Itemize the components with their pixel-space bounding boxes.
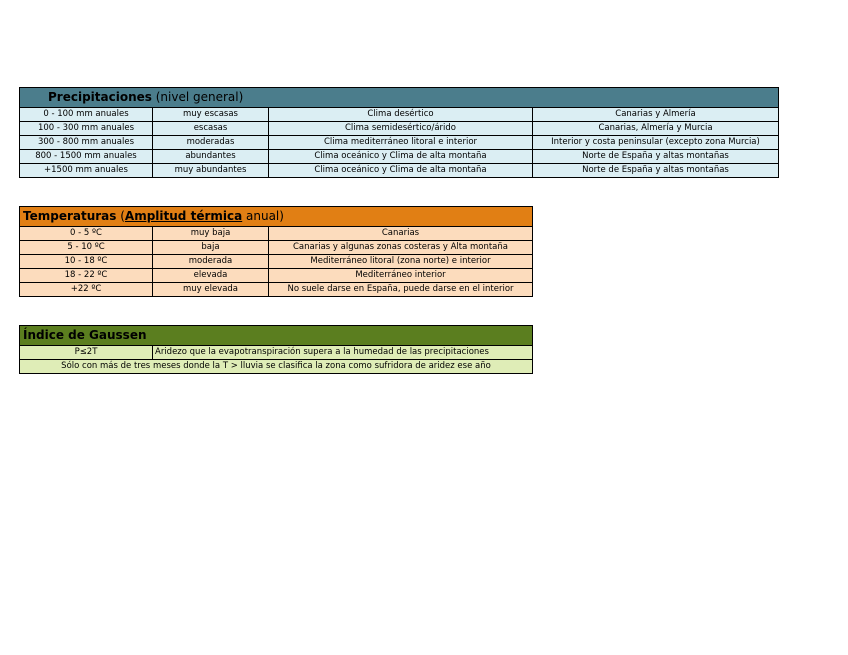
precipitaciones-title: [20, 88, 779, 108]
gaussen-header-row: [20, 326, 533, 346]
temperaturas-table: [19, 206, 533, 297]
table-row: [20, 241, 533, 255]
gaussen-table: [19, 325, 533, 374]
cell: Clima mediterráneo litoral e interior: [269, 136, 533, 150]
temperaturas-header-row: [20, 207, 533, 227]
cell: 0 - 100 mm anuales: [20, 108, 153, 122]
cell: abundantes: [153, 150, 269, 164]
cell: elevada: [153, 269, 269, 283]
table-row: [20, 227, 533, 241]
cell: baja: [153, 241, 269, 255]
cell: Canarias y Almería: [533, 108, 779, 122]
table-row: [20, 122, 779, 136]
cell: 5 - 10 ºC: [20, 241, 153, 255]
cell: No suele darse en España, puede darse en el interior: [269, 283, 533, 297]
temperaturas-title: [20, 207, 533, 227]
cell: 100 - 300 mm anuales: [20, 122, 153, 136]
table-row: [20, 255, 533, 269]
temperaturas-title-rest: anual): [242, 209, 284, 223]
table-row: [20, 346, 533, 360]
cell: 10 - 18 ºC: [20, 255, 153, 269]
cell: Norte de España y altas montañas: [533, 150, 779, 164]
cell: Mediterráneo interior: [269, 269, 533, 283]
table-row: [20, 164, 779, 178]
cell: Clima oceánico y Clima de alta montaña: [269, 164, 533, 178]
cell: Clima oceánico y Clima de alta montaña: [269, 150, 533, 164]
cell: Canarias, Almería y Murcia: [533, 122, 779, 136]
table-row: [20, 360, 533, 374]
cell: Canarias y algunas zonas costeras y Alta montaña: [269, 241, 533, 255]
cell: escasas: [153, 122, 269, 136]
gaussen-title: Índice de Gaussen: [20, 326, 533, 346]
cell: Norte de España y altas montañas: [533, 164, 779, 178]
precipitaciones-title-rest: (nivel general): [151, 90, 244, 104]
cell: Clima semidesértico/árido: [269, 122, 533, 136]
cell: 0 - 5 ºC: [20, 227, 153, 241]
cell: +22 ºC: [20, 283, 153, 297]
cell: muy escasas: [153, 108, 269, 122]
cell: Mediterráneo litoral (zona norte) e interior: [269, 255, 533, 269]
cell: Interior y costa peninsular (excepto zona Murcia): [533, 136, 779, 150]
temperaturas-title-underline: Amplitud térmica: [124, 209, 243, 223]
table-row: [20, 136, 779, 150]
cell: Clima desértico: [269, 108, 533, 122]
cell: muy baja: [153, 227, 269, 241]
cell: +1500 mm anuales: [20, 164, 153, 178]
table-row: [20, 108, 779, 122]
table-row: [20, 283, 533, 297]
gaussen-note: Sólo con más de tres meses donde la T > lluvia se clasifica la zona como sufridora de aridez ese año: [20, 360, 533, 374]
precipitaciones-table: [19, 87, 779, 178]
cell: 800 - 1500 mm anuales: [20, 150, 153, 164]
temperaturas-title-bold: Temperaturas: [23, 209, 117, 223]
cell: muy elevada: [153, 283, 269, 297]
cell: moderada: [153, 255, 269, 269]
precipitaciones-title-bold: Precipitaciones: [48, 90, 152, 104]
table-row: [20, 269, 533, 283]
gaussen-definition: Aridezo que la evapotranspiración supera a la humedad de las precipitaciones: [153, 346, 533, 360]
cell: moderadas: [153, 136, 269, 150]
temperaturas-title-open: (: [116, 209, 125, 223]
precipitaciones-header-row: [20, 88, 779, 108]
gaussen-formula: P≤2T: [20, 346, 153, 360]
cell: muy abundantes: [153, 164, 269, 178]
cell: 18 - 22 ºC: [20, 269, 153, 283]
cell: 300 - 800 mm anuales: [20, 136, 153, 150]
table-row: [20, 150, 779, 164]
cell: Canarias: [269, 227, 533, 241]
